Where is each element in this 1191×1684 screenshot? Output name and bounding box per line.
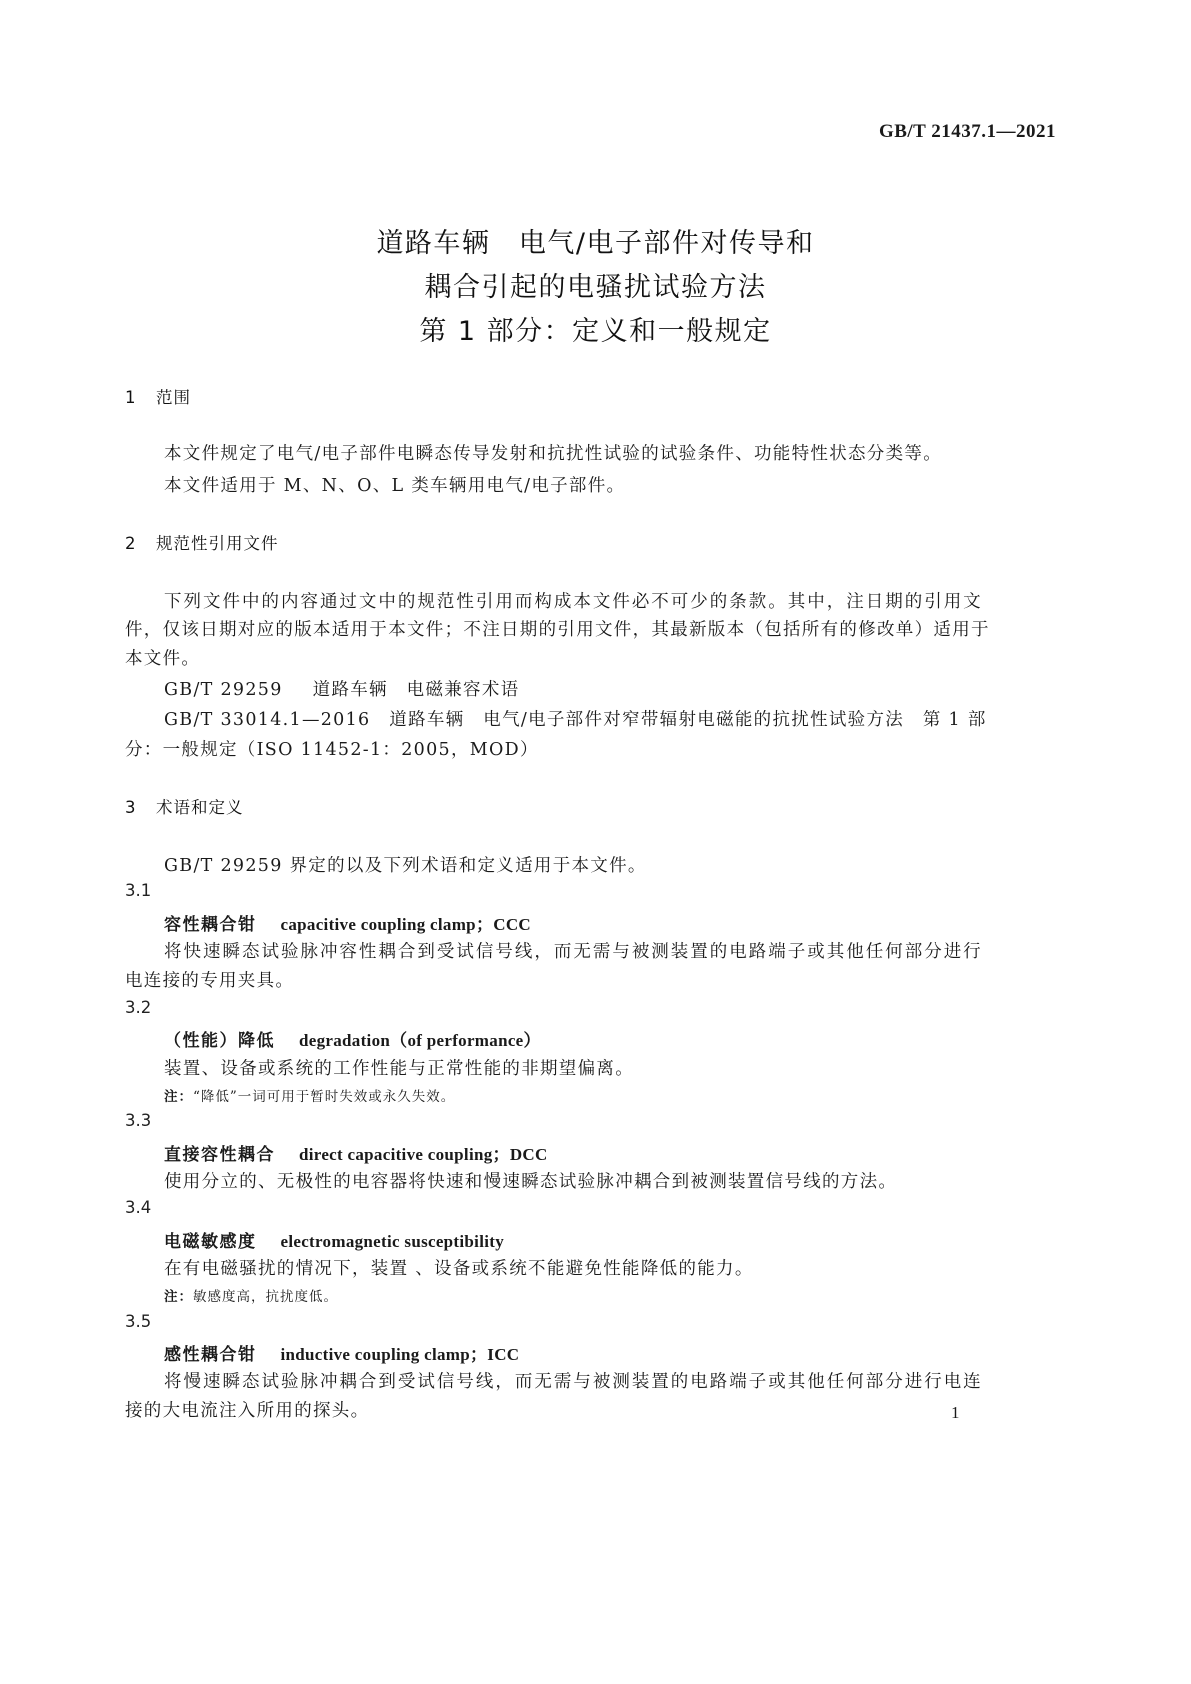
section-2-paragraph-line-3: 本文件。 [125,649,201,669]
term-english: electromagnetic susceptibility [280,1232,505,1251]
term-definition: 在有电磁骚扰的情况下，装置 、设备或系统不能避免性能降低的能力。 [164,1259,754,1279]
term-chinese: 感性耦合钳 [164,1345,257,1365]
normative-reference-1 [164,676,519,701]
note-label: 注： [164,1289,193,1305]
term-definition-line-1: 将快速瞬态试验脉冲容性耦合到受试信号线，而无需与被测装置的电路端子或其他任何部分进行 [164,942,982,962]
term-chinese: 电磁敏感度 [164,1232,257,1252]
term-number: 3.4 [125,1198,152,1217]
term-definition: 使用分立的、无极性的电容器将快速和慢速瞬态试验脉冲耦合到被测装置信号线的方法。 [164,1172,898,1192]
term-english: capacitive coupling clamp；CCC [280,915,531,934]
section-2-heading [125,530,279,554]
section-3-heading [125,794,244,818]
reference-title: 道路车辆 电磁兼容术语 [312,680,520,700]
term-english: degradation（of performance） [299,1031,541,1050]
page-number: 1 [951,1403,960,1422]
term-english: inductive coupling clamp；ICC [280,1345,520,1364]
section-2-paragraph-line-2: 件，仅该日期对应的版本适用于本文件；不注日期的引用文件，其最新版本（包括所有的修改单）适用于 [125,620,990,640]
term-note [164,1085,455,1105]
section-1-paragraph-2: 本文件适用于 M、N、O、L 类车辆用电气/电子部件。 [164,476,626,496]
section-title: 术语和定义 [156,798,244,817]
term-entry [164,1340,519,1365]
standard-number: GB/T 21437.1—2021 [878,121,1056,142]
term-number: 3.5 [125,1312,152,1331]
term-entry [164,1227,504,1252]
term-entry [164,1140,548,1165]
term-definition-line-2: 电连接的专用夹具。 [125,971,295,991]
term-note [164,1285,338,1305]
title-line-3: 第 1 部分：定义和一般规定 [419,316,772,347]
term-entry [164,910,531,935]
term-definition-line-1: 将慢速瞬态试验脉冲耦合到受试信号线，而无需与被测装置的电路端子或其他任何部分进行电连 [164,1372,982,1392]
term-number: 3.2 [125,998,152,1017]
section-title: 规范性引用文件 [156,534,279,553]
normative-reference-2-line-1: GB/T 33014.1—2016 道路车辆 电气/电子部件对窄带辐射电磁能的抗扰性试验方法 第 1 部 [164,710,987,730]
term-definition: 装置、设备或系统的工作性能与正常性能的非期望偏离。 [164,1059,634,1079]
term-definition-line-2: 接的大电流注入所用的探头。 [125,1401,370,1421]
section-number: 2 [125,534,137,553]
section-number: 1 [125,388,137,407]
note-label: 注： [164,1089,193,1105]
term-entry [164,1026,541,1051]
term-number: 3.1 [125,881,152,900]
note-text: “降低”一词可用于暂时失效或永久失效。 [193,1089,456,1105]
term-number: 3.3 [125,1111,152,1130]
section-3-intro: GB/T 29259 界定的以及下列术语和定义适用于本文件。 [164,856,647,876]
term-english: direct capacitive coupling；DCC [299,1145,548,1164]
title-line-1: 道路车辆 电气/电子部件对传导和 [376,228,815,259]
normative-reference-2-line-2: 分：一般规定（ISO 11452-1：2005，MOD） [125,740,539,760]
section-title: 范围 [156,388,191,407]
term-chinese: 直接容性耦合 [164,1145,275,1165]
reference-code: GB/T 29259 [164,680,283,700]
note-text: 敏感度高，抗扰度低。 [193,1289,338,1305]
title-line-2: 耦合引起的电骚扰试验方法 [424,272,767,303]
section-2-paragraph-line-1: 下列文件中的内容通过文中的规范性引用而构成本文件必不可少的条款。其中，注日期的引用文 [164,592,982,612]
term-chinese: （性能）降低 [164,1031,275,1051]
section-1-paragraph-1: 本文件规定了电气/电子部件电瞬态传导发射和抗扰性试验的试验条件、功能特性状态分类等。 [164,444,942,464]
section-number: 3 [125,798,137,817]
document-title [0,222,1191,354]
section-1-heading [125,384,191,408]
term-chinese: 容性耦合钳 [164,915,257,935]
